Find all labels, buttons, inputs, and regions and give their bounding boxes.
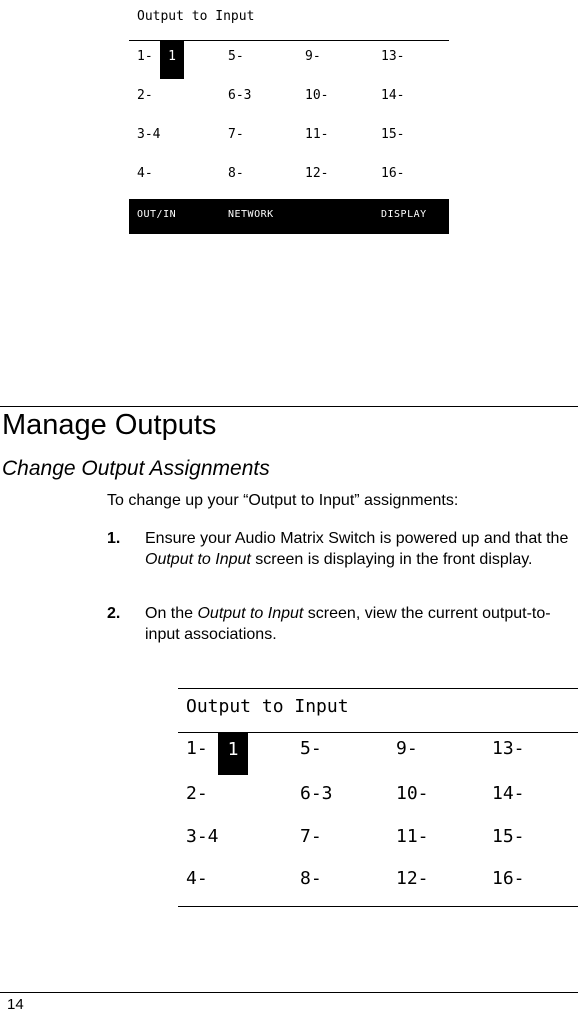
lcd-cell: 14- — [492, 783, 525, 804]
lcd-cell: 13- — [381, 49, 405, 64]
lcd-cell: 1- — [137, 49, 153, 64]
lcd-cell: 5- — [300, 738, 322, 759]
step-number: 1. — [107, 530, 121, 547]
lcd-cell: 12- — [396, 868, 429, 889]
lcd-selected-value: 1 — [218, 733, 248, 775]
lcd-cell: 16- — [381, 166, 405, 181]
lcd-divider — [178, 688, 578, 689]
lcd-cell: 12- — [305, 166, 329, 181]
lcd-cell: 9- — [305, 49, 321, 64]
lcd-cell: 15- — [492, 826, 525, 847]
intro-text: To change up your “Output to Input” assignments: — [107, 492, 459, 509]
lcd-cell: 7- — [300, 826, 322, 847]
lcd-cell: 6-3 — [300, 783, 333, 804]
lcd-cell: 8- — [228, 166, 244, 181]
lcd-selected-value: 1 — [160, 41, 184, 79]
section-heading: Manage Outputs — [2, 409, 217, 441]
lcd-cell: 10- — [305, 88, 329, 103]
screen-name-emphasis: Output to Input — [197, 605, 304, 622]
lcd-cell: 11- — [305, 127, 329, 142]
lcd-cell: 3-4 — [137, 127, 161, 142]
lcd-cell: 11- — [396, 826, 429, 847]
step-text: On the Output to Input screen, view the current output-to-input associations. — [145, 605, 551, 643]
lcd-screen-bottom — [178, 688, 578, 907]
softkey-out-in: OUT/IN — [137, 209, 177, 220]
lcd-screen-top — [129, 0, 449, 234]
lcd-cell: 15- — [381, 127, 405, 142]
step-number: 2. — [107, 605, 121, 622]
lcd-title: Output to Input — [186, 696, 349, 717]
lcd-cell: 8- — [300, 868, 322, 889]
lcd-cell: 4- — [137, 166, 153, 181]
lcd-cell: 13- — [492, 738, 525, 759]
lcd-cell: 2- — [186, 783, 208, 804]
lcd-softkey-bar — [129, 199, 449, 234]
lcd-cell: 9- — [396, 738, 418, 759]
lcd-cell: 16- — [492, 868, 525, 889]
step-text: Ensure your Audio Matrix Switch is powered up and that the Output to Input screen is displaying in the front display. — [145, 530, 569, 568]
softkey-display: DISPLAY — [381, 209, 427, 220]
section-rule — [0, 406, 578, 407]
lcd-divider — [178, 906, 578, 907]
lcd-cell: 4- — [186, 868, 208, 889]
screen-name-emphasis: Output to Input — [145, 551, 251, 568]
lcd-title: Output to Input — [137, 9, 255, 24]
lcd-cell: 1- — [186, 738, 208, 759]
footer-rule — [0, 992, 578, 993]
lcd-cell: 14- — [381, 88, 405, 103]
lcd-cell: 6-3 — [228, 88, 252, 103]
page-number: 14 — [7, 996, 24, 1013]
section-subheading: Change Output Assignments — [2, 457, 270, 480]
lcd-cell: 7- — [228, 127, 244, 142]
lcd-cell: 2- — [137, 88, 153, 103]
softkey-network: NETWORK — [228, 209, 274, 220]
lcd-cell: 5- — [228, 49, 244, 64]
lcd-cell: 3-4 — [186, 826, 219, 847]
lcd-cell: 10- — [396, 783, 429, 804]
